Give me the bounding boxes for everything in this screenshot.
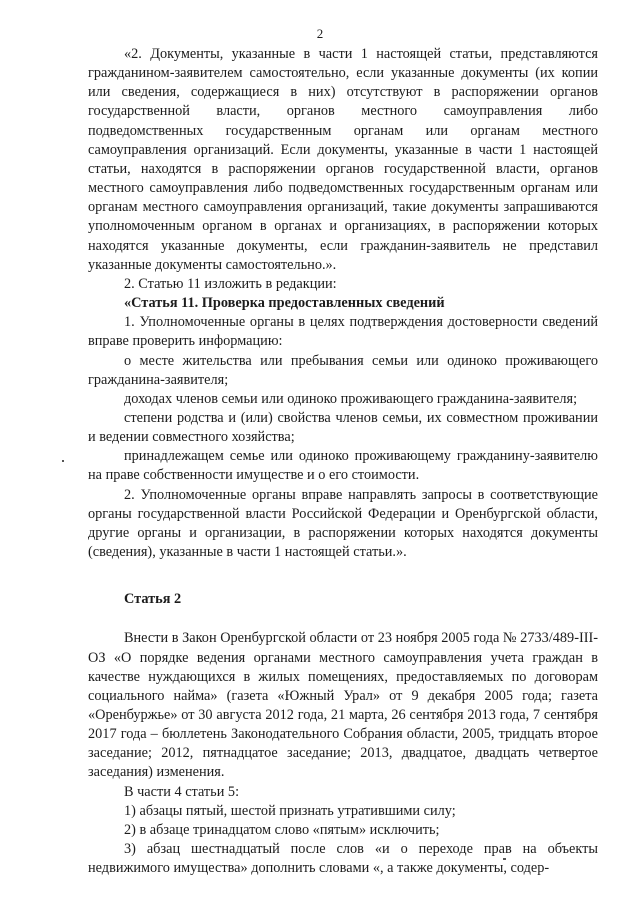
article2-part4: В части 4 статьи 5: xyxy=(124,783,240,800)
article2-item1: 1) абзацы пятый, шестой признать утратившими силу; xyxy=(124,802,456,819)
article11-heading: «Статья 11. Проверка предоставленных сведений xyxy=(124,295,445,312)
article11-item-income: доходах членов семьи или одиноко проживающего гражданина-заявителя; xyxy=(124,390,578,407)
scan-speck xyxy=(503,858,506,860)
article2-intro: Внести в Закон Оренбургской области от 23 ноября 2005 года № 2733/489-III-ОЗ «О порядке ведения органами местного самоуправления учета граждан в качестве нуждающихся в жилых помещениях, предоставляемых по договорам социального найма» (газета «Южный Урал» от 9 декабря 2005 года; газета «Оренбуржье» от 30 августа 2012 года, 21 марта, 26 сентября 2013 года, 7 сентября 2017 года – бюллетень Законодательного Собрания области, 2005, тридцать второе заседание; 2012, пятнадцатое заседание; 2013, двадцатое, двадцать четвертое заседания) изменения. xyxy=(88,630,598,781)
article11-part2: 2. Уполномоченные органы вправе направлять запросы в соответствующие органы государственной власти Российской Федерации и Оренбургской области, другие органы и организации, в распоряжении которых находятся документы (сведения), указанные в части 1 настоящей статьи.». xyxy=(88,486,598,561)
article11-item-residence: о месте жительства или пребывания семьи или одиноко проживающего гражданина-заявителя; xyxy=(88,352,598,388)
document-body xyxy=(88,45,598,878)
scan-speck xyxy=(62,460,64,462)
article2-item3: 3) абзац шестнадцатый после слов «и о переходе прав на объекты недвижимого имущества» дополнить словами «, а также документы, содер- xyxy=(88,841,598,877)
paragraph-documents-clause: «2. Документы, указанные в части 1 настоящей статьи, представляются гражданином-заявителем самостоятельно, если указанные документы (их копии или сведения, содержащиеся в них) отсутствуют в распоряжении органов государственной власти, органов местного самоуправления либо подведомственных государственным органам или органам местного самоуправления организаций. Если документы, указанные в части 1 настоящей статьи, находятся в распоряжении органов государственной власти, органов местного самоуправления либо подведомственных государственным органам или органам местного самоуправления организаций, такие документы запрашиваются уполномоченным органом в органах и организациях, в распоряжении которых находятся указанные документы, если гражданин-заявитель не представил указанные документы самостоятельно.». xyxy=(88,46,598,273)
article11-part1: 1. Уполномоченные органы в целях подтверждения достоверности сведений вправе проверить информацию: xyxy=(88,314,598,350)
article2-heading: Статья 2 xyxy=(124,591,182,608)
page-number: 2 xyxy=(316,26,324,41)
article11-item-property: принадлежащем семье или одиноко проживающему гражданину-заявителю на праве собственности имуществе и о его стоимости. xyxy=(88,448,598,484)
article2-item2: 2) в абзаце тринадцатом слово «пятым» исключить; xyxy=(124,821,440,838)
paragraph-article11-amendment: 2. Статью 11 изложить в редакции: xyxy=(124,275,337,292)
spacer xyxy=(88,609,598,629)
spacer xyxy=(88,562,598,590)
article11-item-kinship: степени родства и (или) свойства членов семьи, их совместном проживании и ведении совместного хозяйства; xyxy=(88,409,598,446)
